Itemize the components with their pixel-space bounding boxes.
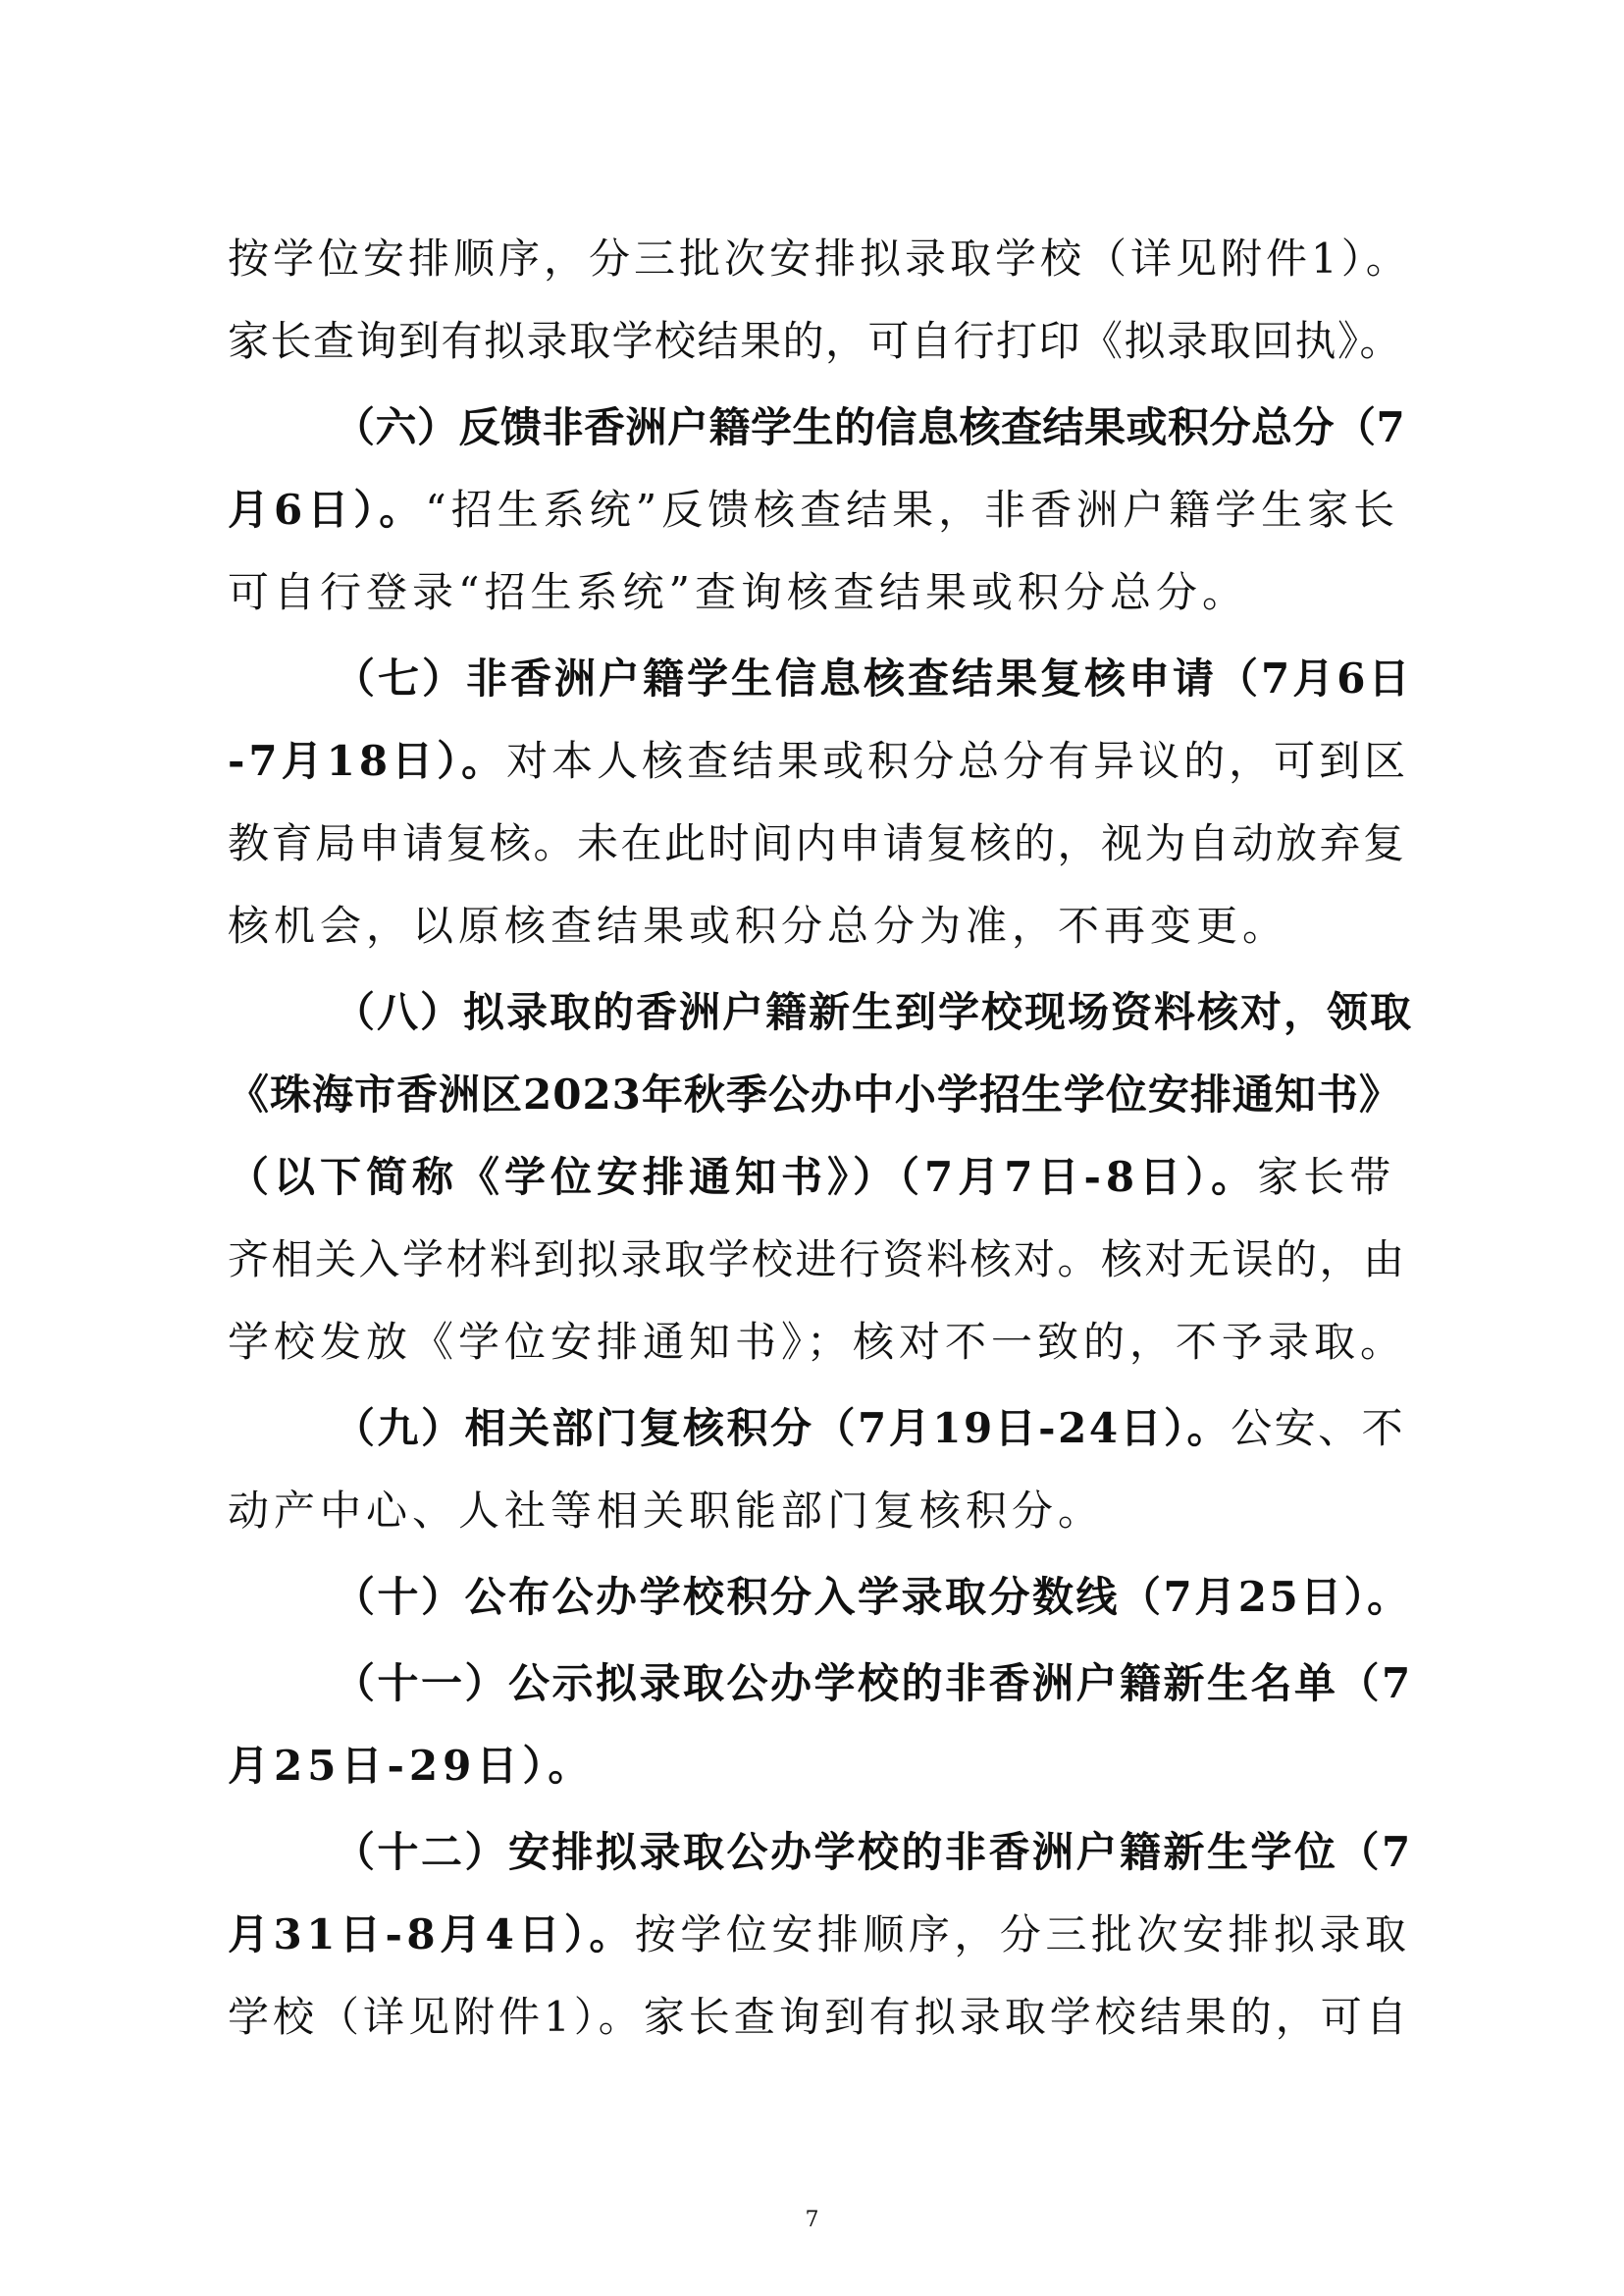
text-line [228, 1739, 594, 1794]
body-text: 家长带 [1257, 1153, 1396, 1201]
heading-text: 月31日-8月4日）。 [228, 1910, 635, 1958]
text-line [228, 1150, 1395, 1205]
body-text: “招生系统”反馈核查结果，非香洲户籍学生家长 [425, 486, 1400, 534]
text-line [228, 1990, 1411, 2045]
heading-text: （九）相关部门复核积分（7月19日-24日）。 [334, 1404, 1231, 1452]
text-line [228, 1907, 1410, 1962]
heading-text: （六）反馈非香洲户籍学生的信息核查结果或积分总分（7 [334, 403, 1406, 451]
body-text: 按学位安排顺序，分三批次安排拟录取学校（详见附件1）。 [228, 235, 1411, 283]
heading-text: （十二）安排拟录取公办学校的非香洲户籍新生学位（7 [334, 1828, 1413, 1876]
section-heading-9 [334, 1401, 1405, 1456]
body-text: 按学位安排顺序，分三批次安排拟录取 [634, 1910, 1411, 1958]
text-line [228, 483, 1399, 538]
text-line [228, 734, 1409, 789]
text-line [228, 816, 1407, 871]
text-line [228, 565, 1248, 620]
section-heading-7 [334, 652, 1412, 706]
section-heading-11 [334, 1656, 1413, 1711]
body-text: 齐相关入学材料到拟录取学校进行资料核对。核对无误的，由 [228, 1235, 1407, 1283]
heading-text: 月6日）。 [228, 486, 426, 534]
heading-text: -7月18日）。 [228, 737, 507, 785]
heading-text: 月25日-29日）。 [228, 1742, 595, 1790]
heading-text: （七）非香洲户籍学生信息核查结果复核申请（7月6日 [334, 654, 1413, 703]
heading-text: （十一）公示拟录取公办学校的非香洲户籍新生名单（7 [334, 1659, 1413, 1707]
heading-text: （八）拟录取的香洲户籍新生到学校现场资料核对，领取 [334, 988, 1414, 1036]
section-heading-8 [334, 985, 1413, 1040]
heading-text: （十）公布公办学校积分入学录取分数线（7月25日）。 [334, 1573, 1411, 1621]
text-line [228, 1232, 1407, 1287]
body-text: 教育局申请复核。未在此时间内申请复核的，视为自动放弃复 [228, 819, 1407, 867]
page-number: 7 [805, 2208, 819, 2232]
text-line [228, 1068, 1401, 1122]
body-text: 对本人核查结果或积分总分有异议的，可到区 [506, 737, 1410, 785]
text-line [228, 1315, 1406, 1370]
text-line [228, 899, 1288, 954]
body-text: 公安、不 [1231, 1404, 1406, 1452]
heading-text: 《珠海市香洲区2023年秋季公办中小学招生学位安排通知书》 [228, 1070, 1401, 1119]
section-heading-6 [334, 400, 1405, 455]
body-text: 动产中心、人社等相关职能部门复核积分。 [228, 1487, 1105, 1535]
body-text: 家长查询到有拟录取学校结果的，可自行打印《拟录取回执》。 [228, 317, 1403, 365]
body-text: 可自行登录“招生系统”查询核查结果或积分总分。 [228, 568, 1248, 616]
body-text: 学校发放《学位安排通知书》；核对不一致的，不予录取。 [228, 1318, 1407, 1366]
text-line [228, 232, 1411, 287]
body-text: 核机会，以原核查结果或积分总分为准，不再变更。 [228, 902, 1289, 950]
heading-text: （以下简称《学位安排通知书》）（7月7日-8日）。 [228, 1153, 1258, 1201]
text-line [228, 1484, 1104, 1539]
text-line [228, 314, 1402, 369]
body-text: 学校（详见附件1）。家长查询到有拟录取学校结果的，可自 [228, 1993, 1411, 2041]
section-heading-12 [334, 1825, 1413, 1880]
section-heading-10 [334, 1570, 1411, 1625]
